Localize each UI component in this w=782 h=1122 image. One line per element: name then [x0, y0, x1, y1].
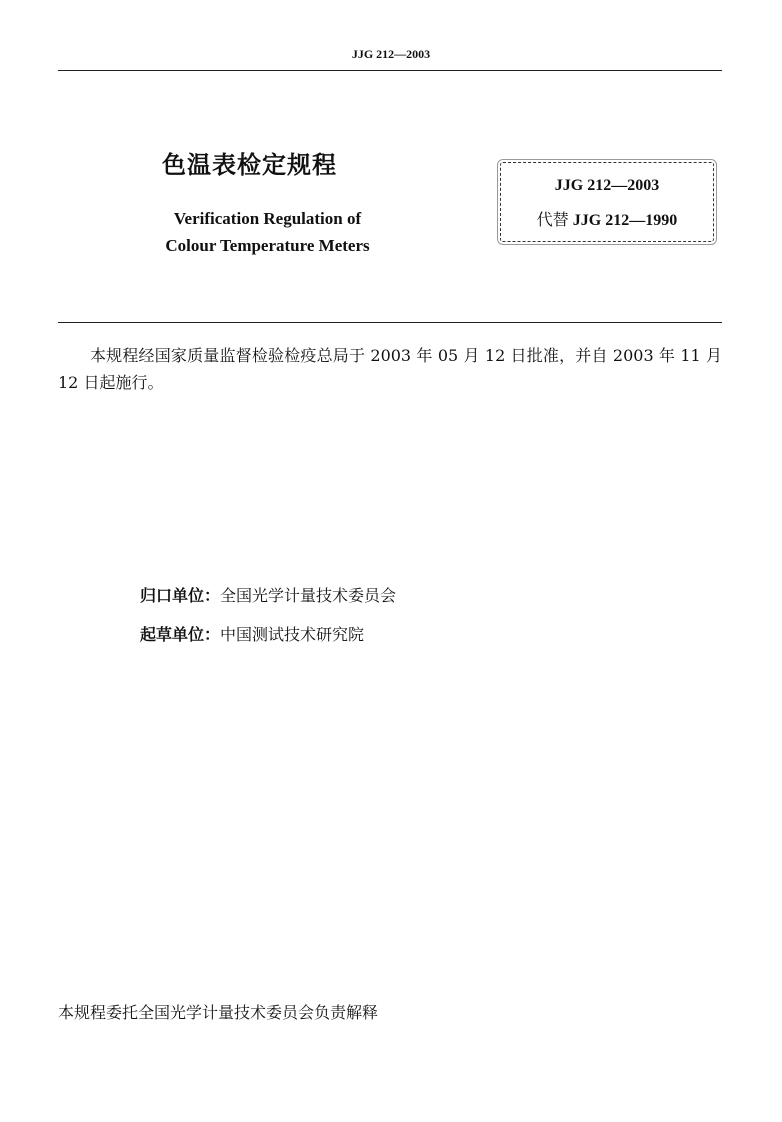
title-chinese: 色温表检定规程 — [162, 151, 337, 179]
responsible-unit-row — [140, 583, 396, 606]
drafting-unit-label: 起草单位： — [140, 625, 221, 644]
approval-paragraph: 本规程经国家质量监督检验检疫总局于 2003 年 05 月 12 日批准，并自 2003 年 11 月 12 日起施行。 — [58, 346, 722, 392]
header-code: JJG 212—2003 — [351, 47, 431, 61]
interpretation-note: 本规程委托全国光学计量技术委员会负责解释 — [58, 1003, 379, 1022]
title-english-line2: Colour Temperature Meters — [165, 236, 370, 255]
middle-rule — [58, 322, 722, 323]
title-english — [140, 205, 395, 259]
replaces-prefix: 代替 — [536, 210, 569, 229]
replaces-code: JJG 212—1990 — [572, 212, 678, 229]
drafting-unit-value: 中国测试技术研究院 — [220, 625, 365, 644]
top-rule — [58, 70, 722, 71]
responsible-unit-value: 全国光学计量技术委员会 — [220, 586, 397, 605]
code-box — [500, 162, 714, 242]
code-box-code: JJG 212—2003 — [554, 177, 660, 194]
responsible-unit-label: 归口单位： — [140, 586, 221, 605]
title-english-line1: Verification Regulation of — [173, 209, 362, 228]
drafting-unit-row — [140, 622, 364, 645]
code-box-replaces — [501, 207, 713, 230]
